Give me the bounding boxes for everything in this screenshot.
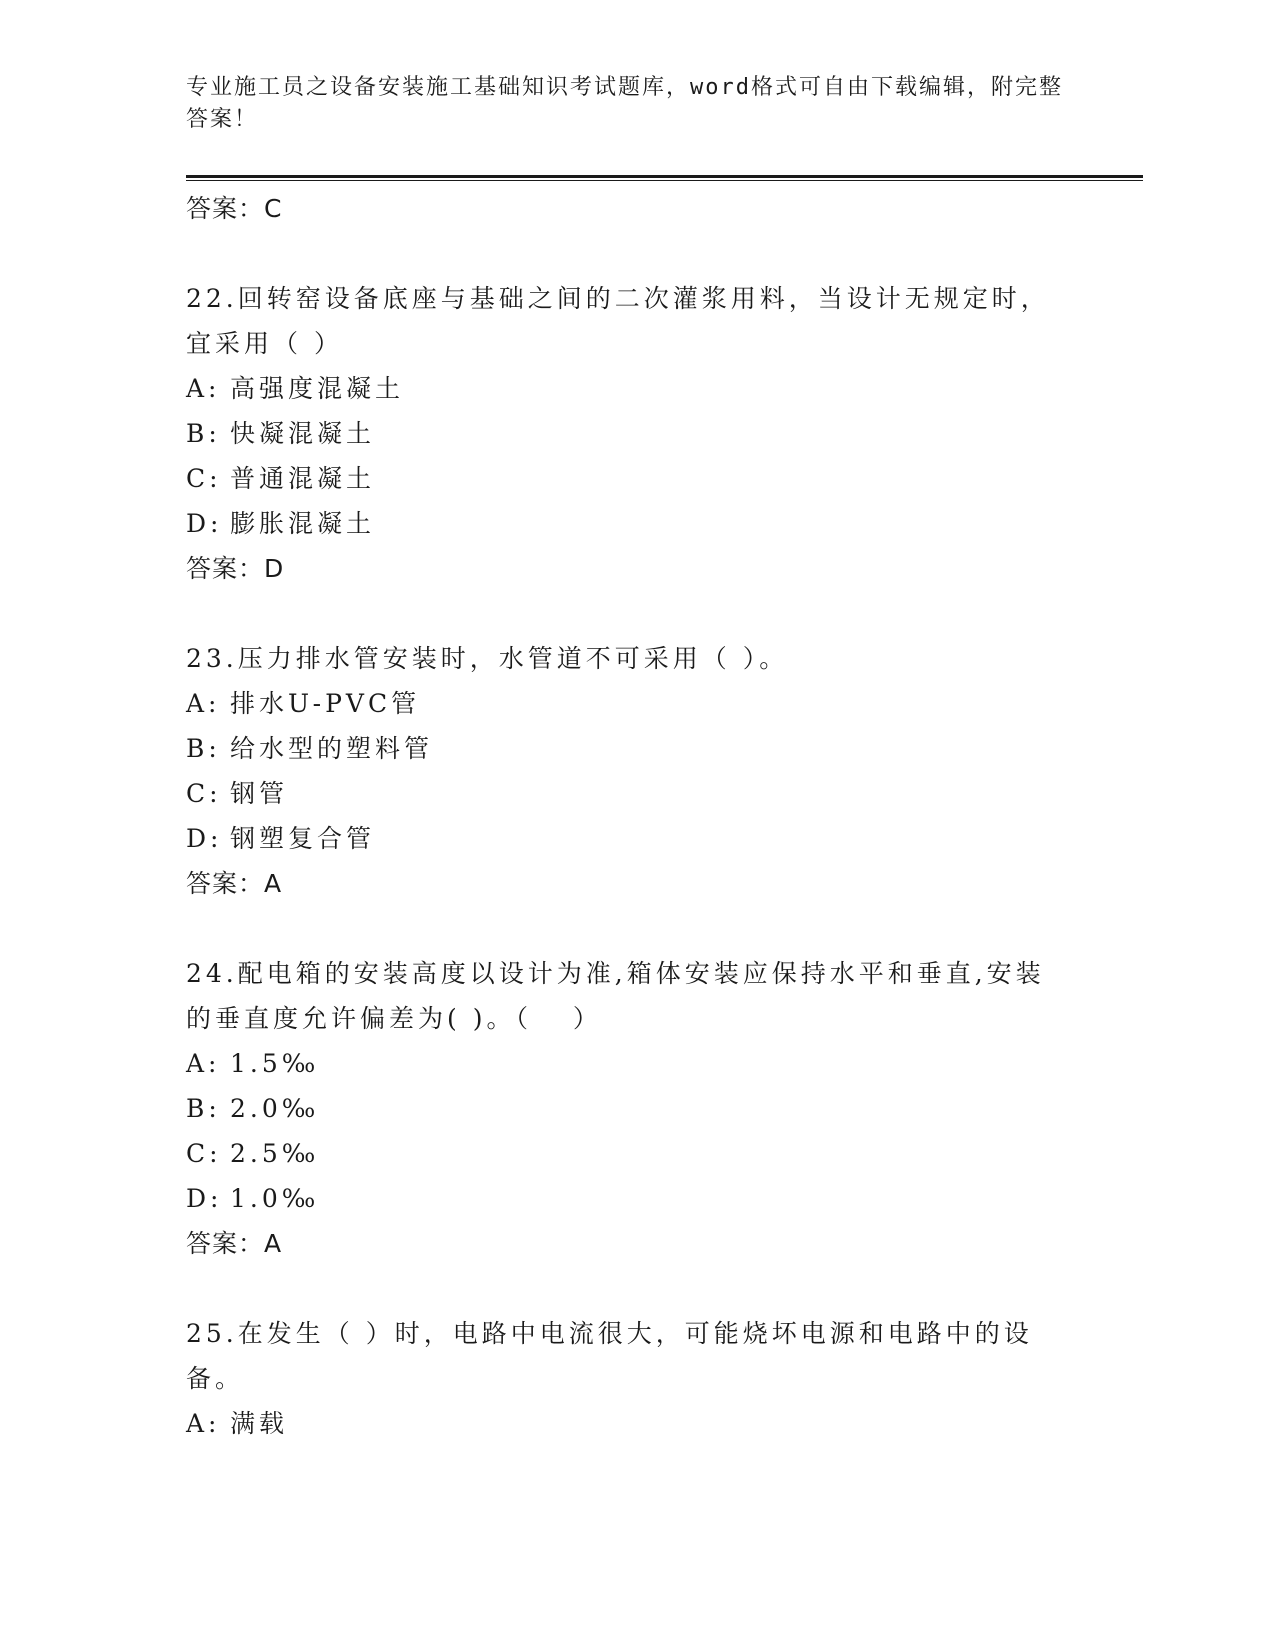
question-25-stem: 25.在发生（ ）时，电路中电流很大，可能烧坏电源和电路中的设备。 [186,1319,1033,1393]
option-text: 给水型的塑料管 [230,734,434,763]
option-text: 2.0‰ [230,1094,320,1123]
option-key: A: [186,1049,221,1078]
question-24-option-c [186,1131,1086,1176]
option-key: D: [186,1184,223,1213]
answer-22: 答案：D [186,554,285,583]
question-23-option-b [186,726,1086,771]
option-text: 高强度混凝土 [230,374,405,403]
option-key: D: [186,824,223,853]
question-24-option-b [186,1086,1086,1131]
question-22-option-d [186,501,1086,546]
document-header: 专业施工员之设备安装施工基础知识考试题库，word格式可自由下载编辑，附完整答案！ [186,75,1063,132]
option-key: A: [186,1409,221,1438]
question-22-stem: 22.回转窑设备底座与基础之间的二次灌浆用料，当设计无规定时，宜采用（ ） [186,284,1050,358]
option-text: 1.5‰ [230,1049,320,1078]
option-key: C: [186,779,222,808]
question-list [186,186,1086,1446]
answer-21: 答案：C [186,194,283,223]
option-key: D: [186,509,223,538]
question-22-option-b [186,411,1086,456]
option-text: 普通混凝土 [230,464,376,493]
question-24-option-d [186,1176,1086,1221]
header-divider-thick [186,175,1143,178]
option-key: C: [186,1139,222,1168]
answer-23: 答案：A [186,869,283,898]
header-divider-thin [186,180,1143,181]
option-key: A: [186,689,221,718]
option-key: B: [186,734,221,763]
option-text: 排水U-PVC管 [230,689,421,718]
option-text: 钢塑复合管 [230,824,376,853]
question-22-option-c [186,456,1086,501]
option-text: 快凝混凝土 [230,419,376,448]
question-22-option-a [186,366,1086,411]
question-23-stem: 23.压力排水管安装时，水管道不可采用（ ）。 [186,644,789,673]
option-text: 1.0‰ [230,1184,320,1213]
question-24-stem: 24.配电箱的安装高度以设计为准,箱体安装应保持水平和垂直,安装的垂直度允许偏差为( )。（ ） [186,959,1045,1033]
question-23-option-d [186,816,1086,861]
answer-24: 答案：A [186,1229,283,1258]
question-25-option-a [186,1401,1086,1446]
option-key: A: [186,374,221,403]
option-key: C: [186,464,222,493]
question-24-option-a [186,1041,1086,1086]
option-text: 钢管 [230,779,289,808]
question-23-option-a [186,681,1086,726]
option-key: B: [186,419,221,448]
option-text: 膨胀混凝土 [230,509,376,538]
option-text: 满载 [230,1409,289,1438]
question-23-option-c [186,771,1086,816]
option-text: 2.5‰ [230,1139,320,1168]
option-key: B: [186,1094,221,1123]
